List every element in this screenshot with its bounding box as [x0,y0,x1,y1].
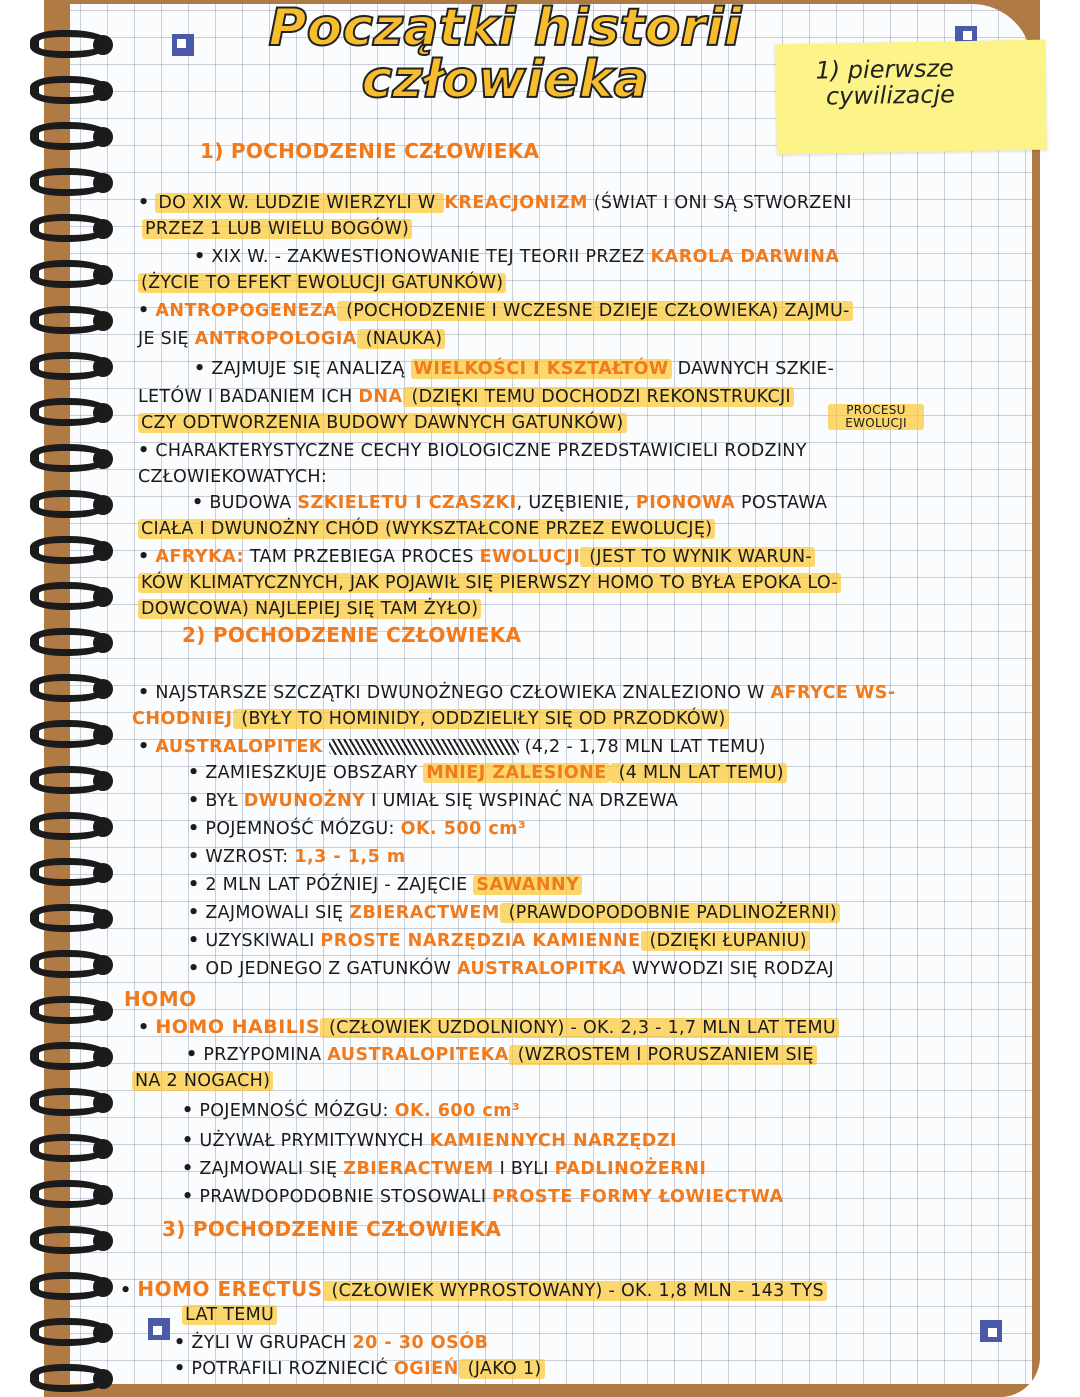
note-line: (ŻYCIE TO EFEKT EWOLUCJI GATUNKÓW) [138,270,506,296]
note-line: • PRAWDOPODOBNIE STOSOWALI PROSTE FORMY ŁOWIECTWA [182,1184,784,1210]
note-line: • ŻYLI W GRUPACH 20 - 30 OSÓB [174,1330,488,1356]
note-line: KÓW KLIMATYCZNYCH, JAK POJAWIŁ SIĘ PIERWSZY HOMO TO BYŁA EPOKA LO- [138,570,841,596]
page-title-line1: Początki historii [268,0,742,58]
note-line: JE SIĘ ANTROPOLOGIA (NAUKA) [138,326,445,352]
sticky-note-line1: 1) pierwsze [815,54,955,85]
note-line: • NAJSTARSZE SZCZĄTKI DWUNOŻNEGO CZŁOWIEKA ZNALEZIONO W AFRYCE WS- [138,680,896,706]
note-line: • POJEMNOŚĆ MÓZGU: OK. 500 cm³ [188,816,526,842]
note-line: LAT TEMU [182,1302,277,1328]
corner-marker-bottom-left-icon [148,1318,170,1340]
note-line: LETÓW I BADANIEM ICH DNA (DZIĘKI TEMU DOCHODZI REKONSTRUKCJI [138,384,794,410]
note-line: DOWCOWA) NAJLEPIEJ SIĘ TAM ŻYŁO) [138,596,481,622]
section-heading: 2) POCHODZENIE CZŁOWIEKA [182,623,522,647]
margin-annotation: PROCESU EWOLUCJI [828,404,924,430]
note-line: • HOMO HABILIS (CZŁOWIEK UZDOLNIONY) - OK. 2,3 - 1,7 MLN LAT TEMU [138,1014,839,1041]
note-line: PRZEZ 1 LUB WIELU BOGÓW) [142,216,412,242]
note-line: • BUDOWA SZKIELETU I CZASZKI, UZĘBIENIE, PIONOWA POSTAWA [192,490,827,516]
note-line: NA 2 NOGACH) [132,1068,273,1094]
note-line: • AUSTRALOPITEK (4,2 - 1,78 MLN LAT TEMU) [138,734,766,760]
corner-marker-top-left-icon [172,34,194,56]
note-line: HOMO [124,987,197,1011]
note-line: • WZROST: 1,3 - 1,5 m [188,844,406,870]
note-line: • OD JEDNEGO Z GATUNKÓW AUSTRALOPITKA WYWODZI SIĘ RODZAJ [188,956,834,982]
page-title [205,0,805,110]
note-line: • ZAJMOWALI SIĘ ZBIERACTWEM I BYLI PADLINOŻERNI [182,1156,706,1182]
note-line: • PRZYPOMINA AUSTRALOPITEKA (WZROSTEM I PORUSZANIEM SIĘ [186,1042,817,1068]
corner-marker-bottom-right-icon [980,1320,1002,1342]
note-line: • ZAJMUJE SIĘ ANALIZĄ WIELKOŚCI I KSZTAŁTÓW DAWNYCH SZKIE- [194,356,834,382]
note-line: • XIX W. - ZAKWESTIONOWANIE TEJ TEORII PRZEZ KAROLA DARWINA [194,244,839,270]
note-line: • UŻYWAŁ PRYMITYWNYCH KAMIENNYCH NARZĘDZI [182,1128,677,1154]
note-line: CHODNIEJ (BYŁY TO HOMINIDY, ODDZIELIŁY SIĘ OD PRZODKÓW) [132,706,729,732]
sticky-note [775,40,1047,155]
note-line: • POJEMNOŚĆ MÓZGU: OK. 600 cm³ [182,1098,520,1124]
page-title-line2: człowieka [361,50,649,110]
note-line: • BYŁ DWUNOŻNY I UMIAŁ SIĘ WSPINAĆ NA DRZEWA [188,788,678,814]
note-line: • AFRYKA: TAM PRZEBIEGA PROCES EWOLUCJI (JEST TO WYNIK WARUN- [138,544,815,570]
note-line: CZŁOWIEKOWATYCH: [138,467,328,487]
sticky-note-line2: cywilizacje [825,80,956,111]
note-line: • ZAJMOWALI SIĘ ZBIERACTWEM (PRAWDOPODOBNIE PADLINOŻERNI) [188,900,840,926]
note-line: • ANTROPOGENEZA (POCHODZENIE I WCZESNE DZIEJE CZŁOWIEKA) ZAJMU- [138,298,853,324]
note-line: • HOMO ERECTUS (CZŁOWIEK WYPROSTOWANY) - OK. 1,8 MLN - 143 TYS [120,1276,827,1304]
note-line: • ZAMIESZKUJE OBSZARY MNIEJ ZALESIONE (4 MLN LAT TEMU) [188,760,787,786]
note-line: CIAŁA I DWUNOŻNY CHÓD (WYKSZTAŁCONE PRZEZ EWOLUCJĘ) [138,516,715,542]
note-line: • CHARAKTERYSTYCZNE CECHY BIOLOGICZNE PRZEDSTAWICIELI RODZINY [138,438,807,464]
section-heading: 1) POCHODZENIE CZŁOWIEKA [200,139,540,163]
crossed-out-text [329,739,519,755]
section-heading: 3) POCHODZENIE CZŁOWIEKA [162,1217,502,1241]
spiral-binding [30,20,120,1390]
note-line: • 2 MLN LAT PÓŹNIEJ - ZAJĘCIE SAWANNY [188,872,582,898]
note-line: CZY ODTWORZENIA BUDOWY DAWNYCH GATUNKÓW) PROCESU EWOLUCJI [138,410,627,436]
note-line: • UZYSKIWALI PROSTE NARZĘDZIA KAMIENNE (DZIĘKI ŁUPANIU) [188,928,810,954]
note-line: • POTRAFILI ROZNIECIĆ OGIEŃ (JAKO 1) [174,1356,545,1382]
note-line: • DO XIX W. LUDZIE WIERZYLI W KREACJONIZM (ŚWIAT I ONI SĄ STWORZENI [138,190,852,216]
